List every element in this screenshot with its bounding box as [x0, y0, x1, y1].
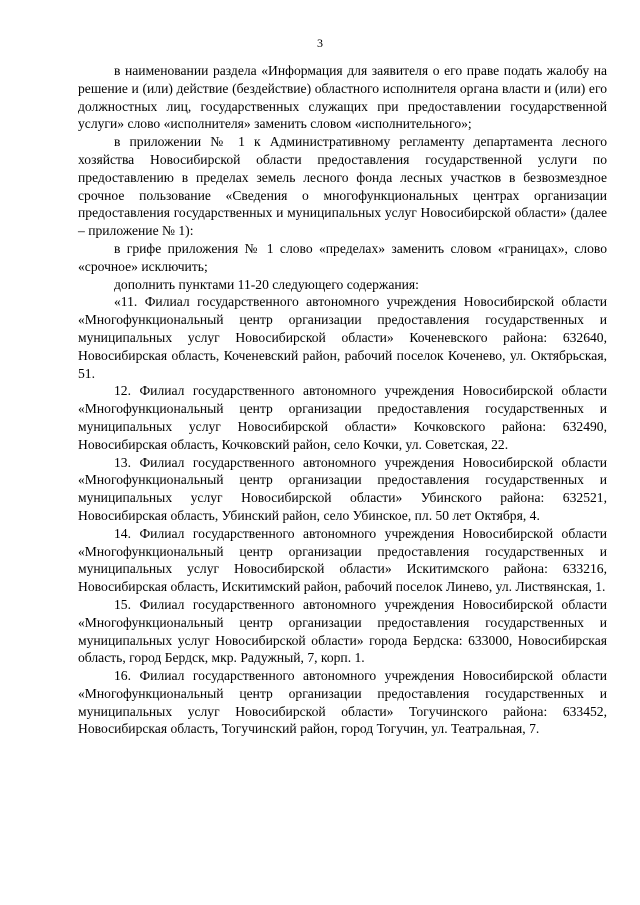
paragraph-item-11: «11. Филиал государственного автономного учреждения Новосибирской области «Многофункциональный центр организации предоставления государственных и муниципальных услуг Новосибирской области» Коченевского района: 632640, Новосибирская область, Коченевский район, рабочий поселок Коченево, ул. Октябрьская, 51. [78, 294, 607, 381]
paragraph-add-items: дополнить пунктами 11-20 следующего содержания: [114, 276, 419, 292]
paragraph-item-12: 12. Филиал государственного автономного учреждения Новосибирской области «Многофункциональный центр организации предоставления государственных и муниципальных услуг Новосибирской области» Кочковского района: 632490, Новосибирская область, Кочковский район, село Кочки, ул. Советская, 22. [78, 383, 607, 452]
document-body [78, 62, 607, 738]
paragraph-item-14: 14. Филиал государственного автономного учреждения Новосибирской области «Многофункциональный центр организации предоставления государственных и муниципальных услуг Новосибирской области» Искитимского района: 633216, Новосибирская область, Искитимский район, рабочий поселок Линево, ул. Листвянская, 1. [78, 525, 607, 595]
paragraph-item-15: 15. Филиал государственного автономного учреждения Новосибирской области «Многофункциональный центр организации предоставления государственных и муниципальных услуг Новосибирской области» города Бердска: 633000, Новосибирская область, город Бердск, мкр. Радужный, 7, корп. 1. [78, 596, 607, 666]
paragraph-appendix-1-heading-change: в грифе приложения № 1 слово «пределах» заменить словом «границах», слово «срочное» исключить; [78, 240, 607, 274]
page-number: 3 [317, 36, 323, 50]
paragraph-item-16: 16. Филиал государственного автономного учреждения Новосибирской области «Многофункциональный центр организации предоставления государственных и муниципальных услуг Новосибирской области» Тогучинского района: 633452, Новосибирская область, Тогучинский район, город Тогучин, ул. Театральная, 7. [78, 668, 607, 737]
paragraph-appendix-1-intro: в приложении № 1 к Административному регламенту департамента лесного хозяйства Новосибирской области предоставления государственной услуги по предоставлению в пределах земель лесного фонда лесных участков в безвозмездное срочное пользование «Сведения о многофункциональных центрах организации предоставления государственных и муниципальных услуг Новосибирской области» (далее – приложение № 1): [78, 134, 607, 239]
paragraph-section-title-amendment: в наименовании раздела «Информация для заявителя о его праве подать жалобу на решение и (или) действие (бездействие) областного исполнителя органа власти и (или) его должностных лиц, государственных служащих при предоставлении государственной услуги» слово «исполнителя» заменить словом «исполнительного»; [78, 63, 607, 132]
paragraph-item-13: 13. Филиал государственного автономного учреждения Новосибирской области «Многофункциональный центр организации предоставления государственных и муниципальных услуг Новосибирской области» Убинского района: 632521, Новосибирская область, Убинский район, село Убинское, пл. 50 лет Октября, 4. [78, 454, 607, 523]
